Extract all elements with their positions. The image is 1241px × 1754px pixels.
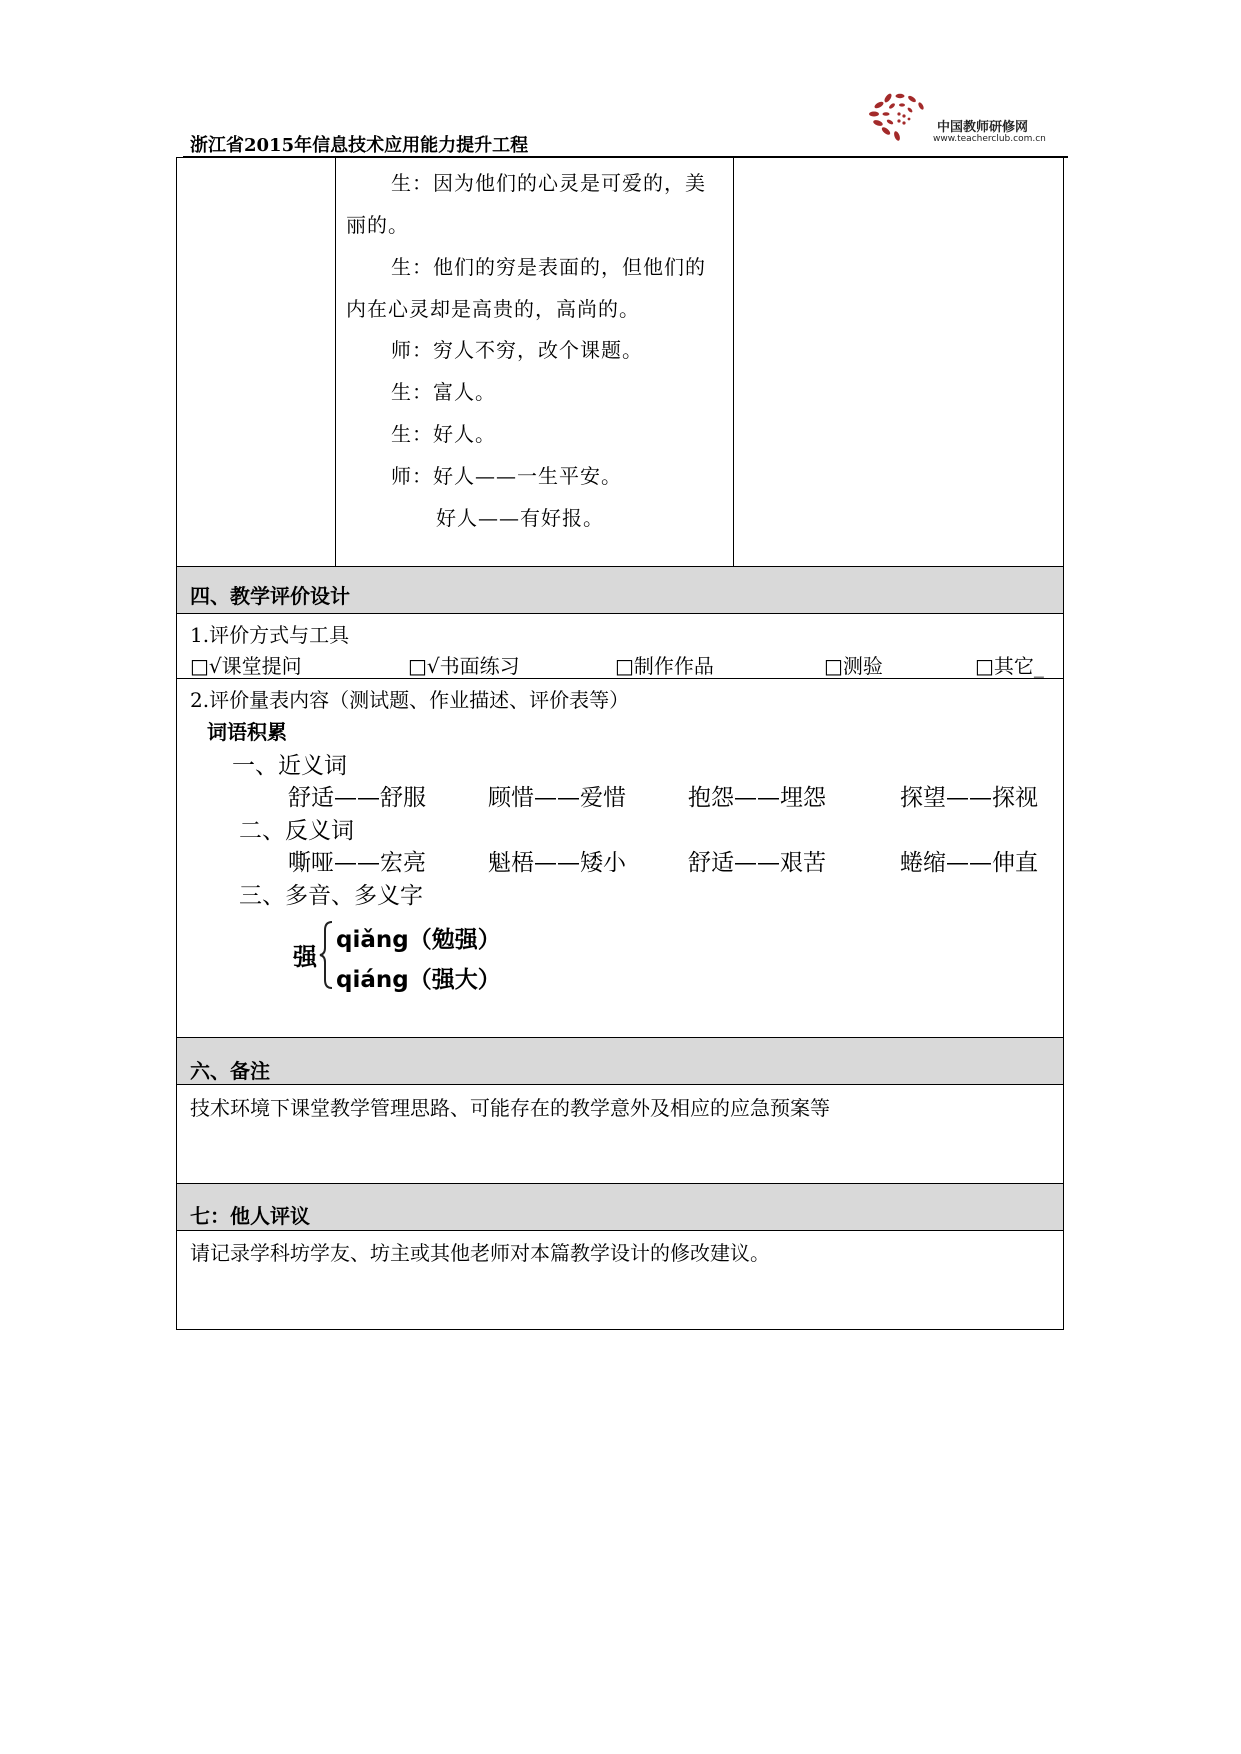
peer-review-text: 请记录学科坊学友、坊主或其他老师对本篇教学设计的修改建议。 bbox=[190, 1241, 770, 1265]
dialogue-line: 生：好人。 bbox=[391, 422, 496, 446]
section-title-notes: 六、备注 bbox=[190, 1059, 270, 1083]
synonym-title: 一、近义词 bbox=[232, 753, 347, 779]
synonym-pair: 探望——探视 bbox=[900, 785, 1038, 811]
antonym-pair: 魁梧——矮小 bbox=[488, 850, 626, 876]
synonym-pair: 舒适——舒服 bbox=[288, 785, 426, 811]
document-header-title: 浙江省2015年信息技术应用能力提升工程 bbox=[190, 135, 529, 156]
antonym-pair: 蜷缩——伸直 bbox=[900, 850, 1038, 876]
evaluation-methods-label: 1.评价方式与工具 bbox=[190, 623, 350, 647]
logo-text: 中国教师研修网 bbox=[937, 120, 1029, 135]
vocab-title: 词语积累 bbox=[207, 720, 287, 744]
dialogue-line: 生：因为他们的心灵是可爱的，美 bbox=[391, 171, 706, 195]
row-divider bbox=[176, 613, 1064, 614]
row-divider bbox=[176, 1230, 1064, 1231]
polyphone-title: 三、多音、多义字 bbox=[239, 883, 423, 909]
dialogue-line: 丽的。 bbox=[346, 213, 409, 237]
form-table bbox=[176, 157, 1064, 1330]
check-other: □其它_ bbox=[975, 654, 1044, 678]
section-header-bg bbox=[177, 1038, 1063, 1084]
polyphone-reading: qiǎng（勉强） bbox=[336, 927, 501, 953]
column-divider-right bbox=[733, 157, 734, 567]
brace-icon bbox=[319, 920, 335, 990]
antonym-pair: 舒适——艰苦 bbox=[688, 850, 826, 876]
dialogue-line: 师：穷人不穷，改个课题。 bbox=[391, 338, 643, 362]
check-classroom-questions: □√课堂提问 bbox=[190, 654, 302, 678]
check-written-exercise: □√书面练习 bbox=[408, 654, 520, 678]
antonym-title: 二、反义词 bbox=[239, 818, 354, 844]
notes-text: 技术环境下课堂教学管理思路、可能存在的教学意外及相应的应急预案等 bbox=[190, 1096, 830, 1120]
row-divider bbox=[176, 1084, 1064, 1085]
synonym-pair: 抱怨——埋怨 bbox=[688, 785, 826, 811]
dialogue-line: 生：他们的穷是表面的，但他们的 bbox=[391, 255, 706, 279]
antonym-pair: 嘶哑——宏亮 bbox=[288, 850, 426, 876]
section-title-peer-review: 七：他人评议 bbox=[190, 1204, 310, 1228]
section-title-evaluation: 四、教学评价设计 bbox=[190, 584, 350, 608]
polyphone-char: 强 bbox=[293, 943, 317, 971]
dialogue-line: 好人——有好报。 bbox=[436, 506, 604, 530]
logo-url: www.teacherclub.com.cn bbox=[933, 134, 1046, 144]
check-quiz: □测验 bbox=[824, 654, 883, 678]
evaluation-content-label: 2.评价量表内容（测试题、作业描述、评价表等） bbox=[190, 688, 630, 712]
column-divider-left bbox=[335, 157, 336, 567]
dialogue-line: 生：富人。 bbox=[391, 380, 496, 404]
row-divider bbox=[176, 678, 1064, 679]
dialogue-line: 内在心灵却是高贵的，高尚的。 bbox=[346, 297, 640, 321]
polyphone-reading: qiáng（强大） bbox=[336, 967, 501, 993]
check-make-work: □制作作品 bbox=[615, 654, 714, 678]
synonym-pair: 顾惜——爱惜 bbox=[488, 785, 626, 811]
dialogue-line: 师：好人——一生平安。 bbox=[391, 464, 622, 488]
